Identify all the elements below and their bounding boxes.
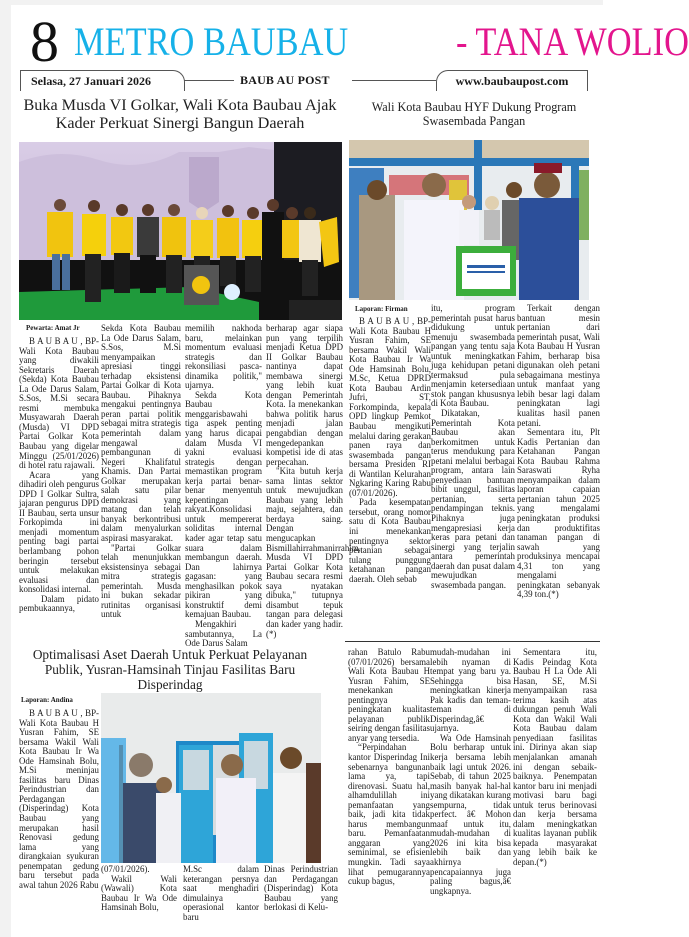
- article3-column-4: [264, 865, 338, 913]
- info-bar: [20, 70, 588, 92]
- paragraph: Terkait dengan bantuan mesin pertanian dari pemerintah pusat, Wali Kota Baubau H Yusran Fahim, berharap bisa digunakan oleh petani sebagaimana mestinya untuk manfaat yang lebih besar lagi dalam peningkatan lagi kualitas hasil panen petani.: [517, 303, 600, 428]
- disperindag-visit-photo: [101, 693, 321, 863]
- paragraph: Mengakhiri sambutannya, La Ode Darus Salam: [185, 618, 262, 649]
- page-number: 8: [30, 9, 59, 74]
- paragraph: Sekda Kota Baubau menggarisbawahi tiga aspek penting yang harus dicapai dalam Musda VI yakni evaluasi strategis dengan memastikan program kerja partai benar-benar menyentuh kepentingan rakyat.Konsolidasi untuk mempererat soliditas internal kader agar tetap satu suara dalam membangun daerah. Dan lahirnya gagasan: yang menghasilkan pokok pikiran yang konstruktif demi kemajuan Baubau.: [185, 389, 262, 620]
- publication-name: BAUB AU POST: [240, 73, 330, 87]
- paragraph: "Partai Golkar telah menunjukkan eksistensinya sebagai mitra strategis pemerintah. Musda ini bukan sekadar rutinitas organisasi untuk: [101, 542, 181, 620]
- article2-photo: [349, 140, 589, 300]
- paragraph: itu, program pemerintah pusat harus didukung untuk menuju swasembada pangan yang tentu saja untuk meningkatkan juga kehidupan petani termaksud pula menjamin ketersediaan stok pangan khususnya di Kota Baubau.: [431, 303, 515, 409]
- paragraph: berharap agar siapa pun yang terpilih menjadi Ketua DPD II Golkar Baubau nantinya dapat membawa sinergi yang lebih kuat dengan Pemerintah Kota. Ia menekankan bahwa politik harus menjadi jalan pengabdian dengan mengedepankan kompetisi ide di atas perpecahan.: [266, 323, 343, 467]
- section-title-metro-baubau: METRO BAUBAU: [74, 19, 349, 64]
- article1-column-2: [101, 324, 181, 620]
- paragraph: Acara yang dihadiri oleh pengurus DPD I Golkar Sultra, jajaran pengurus DPD II Baubau, serta unsur Forkopimda ini menjadi momentum penting bagi partai berlambang pohon beringin tersebut untuk melakukan evaluasi dan konsolidasi internal.: [19, 469, 99, 595]
- issue-date: Selasa, 27 Januari 2026: [20, 70, 185, 91]
- paragraph: Wakil Wali (Wawali) Kota Baubau Ir Wa Ode Hamsinah Bolu,: [101, 873, 177, 913]
- paragraph: B A U B A U , BP-Wali Kota Baubau H Yusran Fahim, SE bersama Wakil Wali Kota Baubau Ir Wa Ode Hamsinah Bolu, M.Sc, Ketua DPRD Kota Baubau Ardin Jufri, ST, Forkompinda, kepala OPD lingkup Pemkot Baubau mengikuti melalui daring gerakan panen raya dan swasembada pangan bersama Presiden RI di Wantilan Kelurahan Ngkaring Karing Rabu (07/01/2026).: [349, 316, 431, 498]
- paragraph: Dinas Perindustrian dan Perdagangan (Disperindag) Kota Baubau yang berlokasi di Kelu-: [264, 864, 338, 913]
- article2-column-1: [349, 317, 431, 584]
- paragraph: Sekda Kota Baubau La Ode Darus Salam, S.Sos, M.Si menyampaikan apresiasi tinggi terhadap eksistensi Partai Golkar di Kota Baubau. Pihaknya mengakui pentingnya peran partai politik sebagai mitra strategis pemerintah dalam mengawal pembangunan di Negeri Khalifatul Khamis. Dan Partai Golkar merupakan salah satu pilar demokrasi yang matang dan telah banyak berkontribusi dalam menyalurkan aspirasi masyarakat.: [101, 323, 181, 544]
- page-top-margin: [0, 0, 603, 5]
- article2-byline: Laporan: Firman: [355, 305, 408, 313]
- article3-byline: Laporan: Andina: [21, 696, 73, 704]
- rule-right: [352, 80, 436, 81]
- website-link[interactable]: www.baubaupost.com: [436, 70, 588, 91]
- paragraph: mudah-mudahan ini lebih nyaman di tempat yang baru ya. Sehingga bisa meningkatkan kinerja Pak kadis dan teman-teman di Disperindag,â€ ujarnya.: [430, 647, 511, 734]
- article3-headline[interactable]: Optimalisasi Aset Daerah Untuk Perkuat Pelayanan Publik, Yusran-Hamsinah Tinjau Fasilitas Baru Disperindag: [32, 647, 308, 692]
- section-divider: [345, 641, 600, 642]
- paragraph: M.Sc dalam keterangan persnya saat menghadiri dimulainya operasional kantor baru: [183, 864, 259, 922]
- article3-column-6: [430, 648, 511, 896]
- swasembada-handover-photo: [349, 140, 589, 300]
- rule-left: [184, 80, 234, 81]
- paragraph: (07/01/2026).: [101, 864, 150, 874]
- paragraph: Pada kesempatan tersebut, orang nomor satu di Kota Baubau ini menekankan pentingnya sektor pertanian sebagai tulang punggung ketahanan pangan daerah. Oleh sebab: [349, 497, 431, 584]
- article2-column-3: [517, 304, 600, 600]
- paragraph: Wa Ode Hamsinah Bolu berharap untuk kerja bersama lebih baik lagi untuk 2026. Sebab, di tahun 2025 masih banyak hal-hal yang dikatakan kurang sempurna, tidak perfect. â€ Mohon maaf untuk itu, mudah-mudahan di 2026 ini kita bisa lebih baik dan akhirnya pencapaiannya juga paling bagus,â€ ungkapnya.: [430, 732, 511, 896]
- page-left-margin: [0, 0, 11, 937]
- article1-headline[interactable]: Buka Musda VI Golkar, Wali Kota Baubau Ajak Kader Perkuat Sinergi Bangun Daerah: [23, 96, 337, 133]
- paragraph: Sementara itu, Kadis Peindag Kota Baubau H La Ode Ali Hasan, SE, M.Si menyampaikan rasa terima kasih atas dukungan penuh Wali Kota dan Wakil Wali Kota Baubau dalam penyediaan fasilitas ini. Dirinya akan siap menjalankan amanah ini dengan sebaik-baiknya. Penempatan kantor baru ini menjadi motivasi baru bagi untuk terus berinovasi dan kerja bersama dalam meningkatkan kualitas layanan publik kepada masyarakat yang lebih baik ke depan.(*): [513, 647, 597, 868]
- article3-column-1: [19, 709, 99, 890]
- paragraph: Dikatakan, Pemerintah Kota Baubau akan berkomitmen untuk terus mendukung para petani melalui berbagai program, antara lain penyediaan bantuan bibit unggul, fasilitas pertanian, serta pendampingan teknis. Pihaknya juga mengapresiasi kerja keras para petani dan sinergi yang terjalin antara pemerintah daerah dan pusat dalam mewujudkan swasembada pangan.: [431, 408, 515, 590]
- paragraph: rahan Batulo Rabu (07/01/2026) bersama Wali Kota Baubau H Yusran Fahim, SE menekankan pentingnya peningkatan kualitas pelayanan publik seiring dengan fasilitas anyar yang tersedia.: [348, 647, 430, 743]
- paragraph: B A U B A U , BP-Wali Kota Baubau yang diwakili Sekretaris Daerah (Sekda) Kota Baubau La Ode Darus Salam, S.Sos, M.Si secara resmi membuka Musyawarah Daerah (Musda) VI DPD Partai Golkar Kota Baubau yang digelar Minggu (25/01/2026) di hotel ratu rajawali.: [19, 336, 99, 471]
- article1-column-1: [19, 337, 99, 614]
- section-title-tana-wolio: - TANA WOLIO: [456, 19, 689, 64]
- paragraph: Dalam pidato pembukaannya,: [19, 593, 99, 614]
- paragraph: memilih nakhoda baru, melainkan momentum evaluasi strategis dan rekonsiliasi pasca-dinamika politik," ujarnya.: [185, 323, 262, 391]
- article3-column-3: [183, 865, 259, 922]
- article1-photo: [19, 142, 342, 320]
- article3-column-5: [348, 648, 430, 887]
- paragraph: Sementara itu, Plt Kadis Pertanian dan Ketahanan Pangan Kota Baubau Rahma Saraswati Ryha menyampaikan dalam laporan capaian pertanian tahun 2025 yang mengalami peningkatan produksi dan produktifitas tanaman pangan di sawah yang produksinya mencapai 4,31 ton yang mengalami peningkatan sebanyak 4,39 ton.(*): [517, 427, 600, 600]
- article2-headline[interactable]: Wali Kota Baubau HYF Dukung Program Swasembada Pangan: [371, 100, 577, 128]
- article3-column-7: [513, 648, 597, 868]
- article3-photo: [101, 693, 321, 863]
- golkar-stage-photo: [19, 142, 342, 320]
- paragraph: B A U B A U , BP-Wali Kota Baubau H Yusran Fahim, SE bersama Wakil Wali Kota Baubau Ir Wa Ode Hamsinah Bolu, M.Si meninjau fasilitas baru Dinas Perindustrian dan Perdagangan (Disperindag) Kota Baubau yang merupakan hasil Renovasi gedung lama yang dirangkaian syukuran penempatan gedung baru tersebut pada awal tahun 2026 Rabu: [19, 708, 99, 890]
- article1-byline: Pewarta: Amat Jr: [26, 324, 80, 332]
- paragraph: “Perpindahan kantor Disperindag Ini sebenarnya bangunan lama ya, tapi direnovasi. Suatu hal, alhamdulillah ini pemanfaatan yang baik, jadi kita tidak harus membangun baru. Pemanfaatan anggaran yang seminimal, se efisien mungkin. Tadi saya lihat pemugarannya cukup bagus,: [348, 742, 430, 887]
- article2-column-2: [431, 304, 515, 590]
- article1-column-3: [185, 324, 262, 649]
- article1-column-4: [266, 323, 361, 639]
- article3-column-2: [101, 865, 177, 913]
- paragraph: "Kita butuh kerja sama lintas sektor untuk mewujudkan Baubau yang lebih maju, sejahtera, dan berdaya saing. Dengan mengucapkan Bismillahirrahmanirrahim, Musda VI DPD Partai Golkar Kota Baubau secara resmi saya nyatakan dibuka," tutupnya disambut tepuk tangan para delegasi dan kader yang hadir.(*): [266, 466, 361, 639]
